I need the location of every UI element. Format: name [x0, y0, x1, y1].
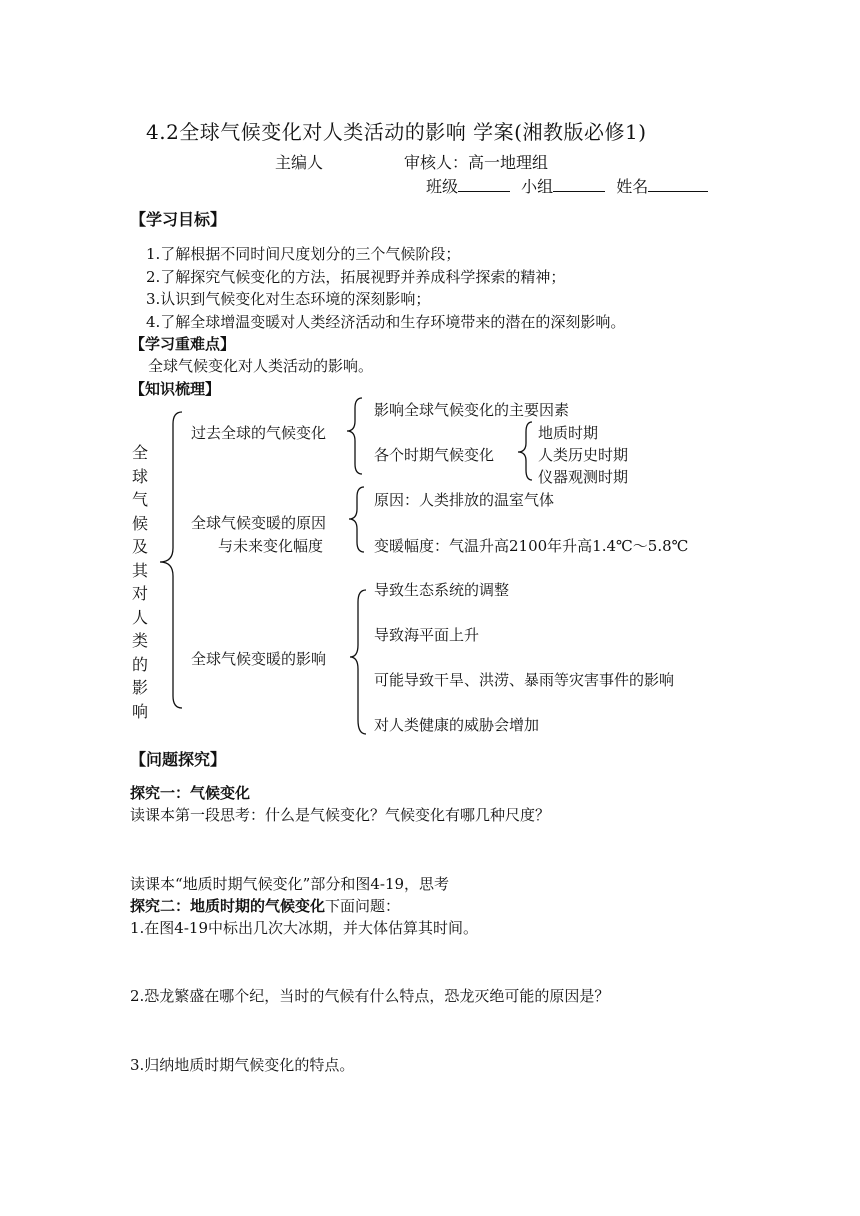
inquiry-heading: 【问题探究】 [130, 750, 227, 769]
class-label: 班级 [426, 177, 459, 196]
branch1-item: 影响全球气候变化的主要因素 [374, 401, 570, 419]
inquiry2-question: 1.在图4-19中标出几次大冰期，并大体估算其时间。 [130, 919, 479, 937]
branch3-brace [350, 590, 366, 734]
root-char: 候 [131, 513, 148, 533]
inquiry1-text: 读课本第一段思考：什么是气候变化？气候变化有哪几种尺度？ [130, 806, 551, 824]
main-brace [160, 412, 182, 708]
root-char: 类 [131, 631, 148, 650]
root-topic [131, 441, 149, 723]
key-points-heading: 【学习重难点】 [130, 335, 236, 353]
root-char: 其 [131, 560, 148, 580]
key-points-text: 全球气候变化对人类活动的影响。 [148, 357, 374, 375]
root-char: 气 [131, 490, 148, 509]
inquiry2-title: 探究二：地质时期的气候变化 [130, 897, 326, 915]
objective-item: 2.了解探究气候变化的方法，拓展视野并养成科学探索的精神； [146, 268, 566, 286]
inquiry2-title-line [130, 895, 400, 916]
branch1-sub-item: 人类历史时期 [538, 446, 629, 464]
root-char: 及 [131, 537, 148, 556]
branch1-sub-item: 仪器观测时期 [538, 468, 629, 486]
root-char: 响 [131, 701, 148, 721]
root-char: 影 [131, 678, 148, 697]
knowledge-heading: 【知识梳理】 [130, 380, 221, 398]
inquiry2-question: 2.恐龙繁盛在哪个纪，当时的气候有什么特点，恐龙灭绝可能的原因是？ [130, 987, 610, 1005]
branch3-item: 可能导致干旱、洪涝、暴雨等灾害事件的影响 [374, 671, 675, 689]
name-label: 姓名 [616, 177, 649, 196]
branch3-label: 全球气候变暖的影响 [191, 650, 327, 668]
branch1-sub-brace [518, 422, 532, 480]
branch2-item: 原因：人类排放的温室气体 [374, 491, 555, 509]
branch3-item: 导致生态系统的调整 [374, 581, 510, 599]
inquiry2-intro: 读课本“地质时期气候变化”部分和图4-19，思考 [130, 875, 450, 893]
reviewer-label: 审核人：高一地理组 [404, 153, 549, 172]
root-char: 人 [131, 607, 148, 627]
inquiry2-suffix: 下面问题： [325, 897, 401, 915]
branch1-brace [347, 398, 362, 474]
branch3-item: 导致海平面上升 [374, 626, 480, 644]
branch2-brace [349, 487, 364, 552]
branch2-label-line1: 全球气候变暖的原因 [191, 514, 327, 532]
objective-item: 1.了解根据不同时间尺度划分的三个气候阶段； [146, 245, 461, 263]
branch1-sub-item: 地质时期 [538, 424, 599, 442]
root-char: 球 [131, 466, 148, 486]
root-char: 对 [131, 584, 148, 603]
branch1-label: 过去全球的气候变化 [191, 424, 327, 442]
group-label: 小组 [521, 177, 554, 196]
branch2-label-line2: 与未来变化幅度 [218, 537, 324, 555]
inquiry2-question: 3.归纳地质时期气候变化的特点。 [130, 1056, 355, 1074]
editor-label: 主编人 [275, 153, 324, 172]
root-char: 全 [131, 443, 148, 462]
objective-item: 4.了解全球增温变暖对人类经济活动和生存环境带来的潜在的深刻影响。 [146, 313, 626, 331]
branch3-item: 对人类健康的威胁会增加 [374, 716, 540, 734]
page-title: 4.2全球气候变化对人类活动的影响 学案(湘教版必修1) [146, 120, 647, 144]
inquiry1-title: 探究一：气候变化 [130, 784, 251, 802]
branch1-item: 各个时期气候变化 [374, 446, 495, 464]
objectives-heading: 【学习目标】 [130, 210, 227, 229]
branch2-item: 变暖幅度：气温升高2100年升高1.4℃～5.8℃ [374, 537, 689, 555]
objective-item: 3.认识到气候变化对生态环境的深刻影响； [146, 290, 431, 308]
root-char: 的 [131, 654, 148, 674]
